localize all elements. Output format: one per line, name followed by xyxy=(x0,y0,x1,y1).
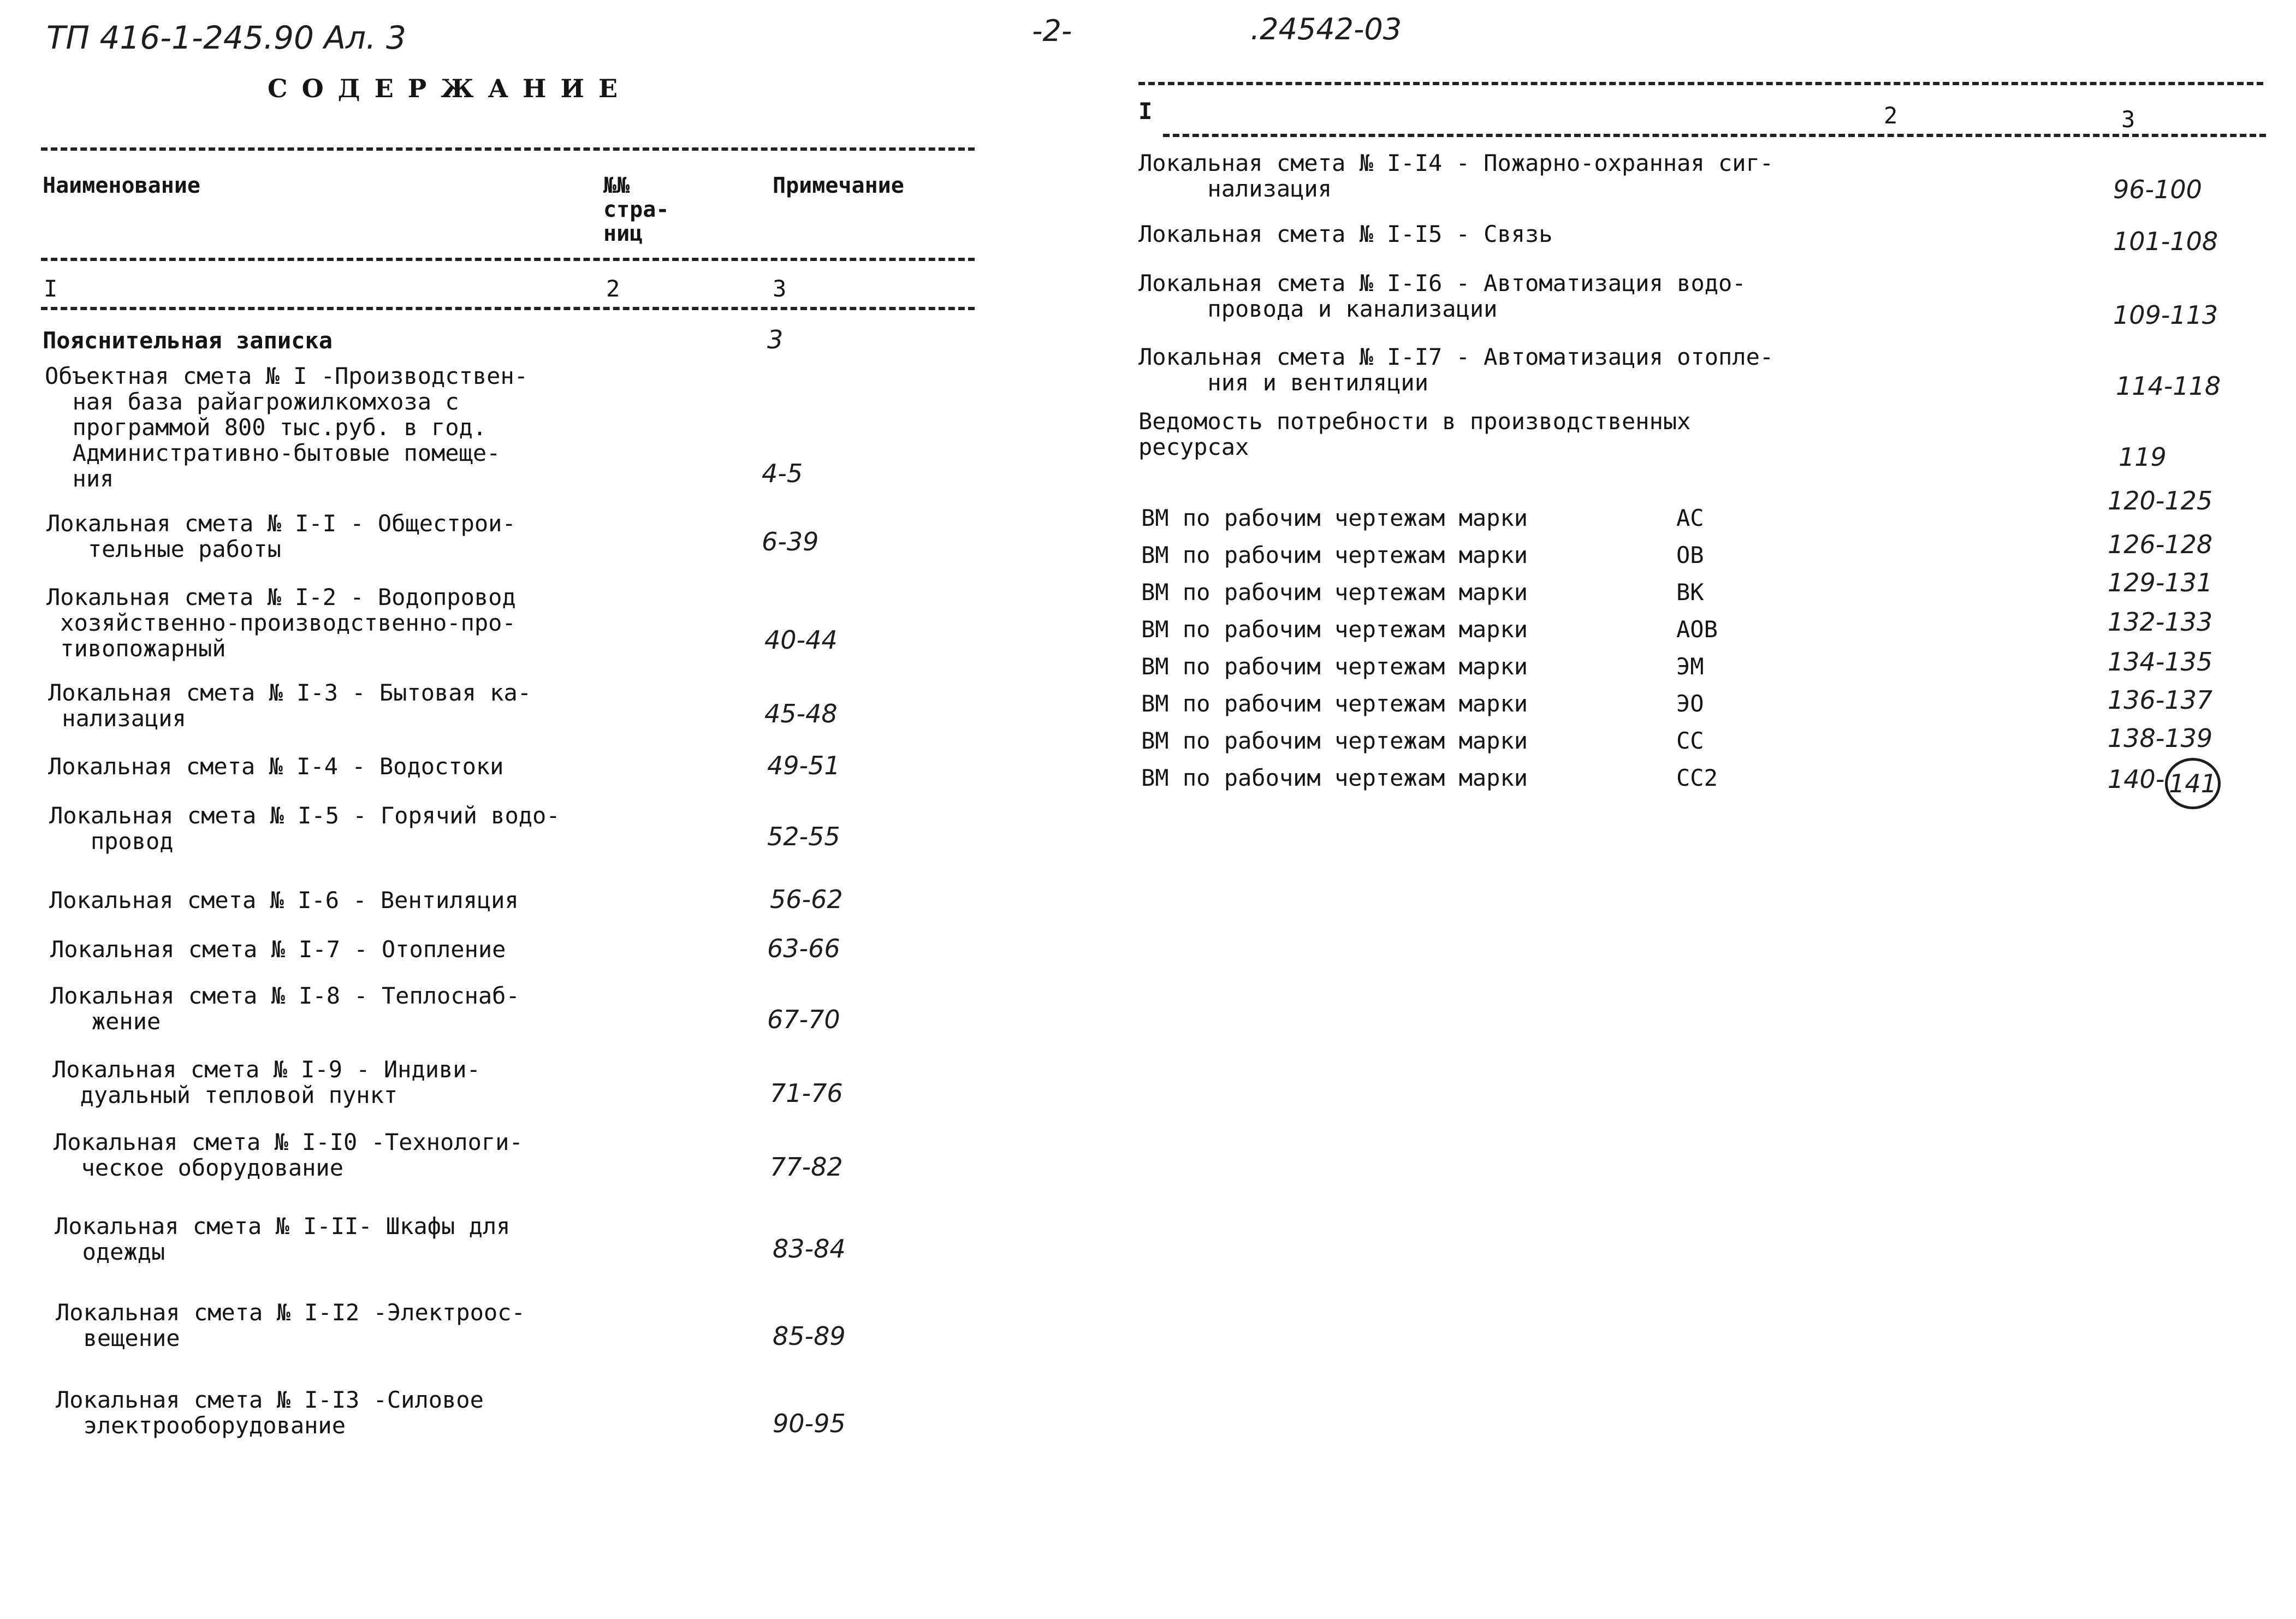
toc-entry-text: Локальная смета № I-2 - Водопровод хозяйственно-производственно-про- тивопожарный xyxy=(46,584,516,662)
toc-entry-pages: 101-108 xyxy=(2113,227,2218,256)
toc-entry-pages: 6-39 xyxy=(762,527,819,556)
vm-row-mark: ЭО xyxy=(1676,690,1704,717)
toc-entry-pages: 114-118 xyxy=(2116,371,2221,401)
toc-entry-pages: 71-76 xyxy=(770,1078,843,1108)
column-number-2: 2 xyxy=(1884,102,1898,129)
toc-entry-text: Локальная смета № I-9 - Индиви- дуальный тепловой пункт xyxy=(52,1056,480,1109)
toc-entry-text: Локальная смета № I-7 - Отопление xyxy=(50,936,506,963)
toc-entry-pages: 77-82 xyxy=(770,1152,843,1182)
page-title: СОДЕРЖАНИЕ xyxy=(268,74,632,103)
stamp-left: ТП 416-1-245.90 Ал. 3 xyxy=(46,19,406,56)
toc-entry-pages: 83-84 xyxy=(773,1234,846,1264)
column-number-1: I xyxy=(44,275,58,302)
vm-row-mark: АС xyxy=(1676,505,1704,531)
toc-entry-pages: 90-95 xyxy=(773,1409,846,1438)
divider xyxy=(1138,82,2263,85)
vm-row-mark: ЭМ xyxy=(1676,653,1704,680)
vm-row-text: ВМ по рабочим чертежам марки xyxy=(1141,542,1528,568)
toc-entry-pages: 119 xyxy=(2119,442,2167,472)
toc-entry-pages: 49-51 xyxy=(767,751,840,780)
column-number-3: 3 xyxy=(2121,106,2135,133)
vm-row-pages: 129-131 xyxy=(2108,568,2213,597)
toc-entry-text: Локальная смета № I-6 - Вентиляция xyxy=(49,887,519,914)
vm-row-pages: 134-135 xyxy=(2108,647,2213,677)
toc-entry-text: Локальная смета № I-I4 - Пожарно-охранная сиг- нализация xyxy=(1138,150,1774,203)
toc-entry-text: Локальная смета № I-I7 - Автоматизация отопле- ния и вентиляции xyxy=(1138,343,1774,396)
vm-row-pages: 120-125 xyxy=(2108,486,2213,515)
toc-entry-text: Пояснительная записка xyxy=(43,327,333,354)
column-number-3: 3 xyxy=(773,275,787,302)
toc-entry-text: Локальная смета № I-I2 -Электроос- вещение xyxy=(56,1299,525,1352)
toc-entry-text: Локальная смета № I-I5 - Связь xyxy=(1138,221,1553,247)
toc-entry-text: Локальная смета № I-II- Шкафы для одежды xyxy=(55,1213,511,1266)
toc-entry-pages: 56-62 xyxy=(770,885,843,914)
column-header-name: Наименование xyxy=(43,173,200,198)
vm-row-pages: 136-137 xyxy=(2108,685,2213,715)
vm-row-text: ВМ по рабочим чертежам марки xyxy=(1141,616,1528,643)
vm-row-text: ВМ по рабочим чертежам марки xyxy=(1141,579,1528,606)
toc-entry-pages: 52-55 xyxy=(767,822,840,851)
toc-entry-pages: 63-66 xyxy=(767,934,840,963)
toc-entry-text: Локальная смета № I-I0 -Технологи- ческое оборудование xyxy=(54,1129,523,1182)
stamp-center: -2- xyxy=(1032,14,1072,48)
column-header-pages: №№ стра- ниц xyxy=(603,173,669,246)
vm-row-text: ВМ по рабочим чертежам марки xyxy=(1141,505,1528,531)
vm-row-mark: АОВ xyxy=(1676,616,1718,643)
toc-entry-pages: 109-113 xyxy=(2113,300,2218,330)
toc-entry-pages: 3 xyxy=(767,325,784,354)
toc-entry-text: Объектная смета № I -Производствен- ная база райагрожилкомхоза с программой 800 тыс.руб. в год. Административно-бытовые помеще- ния xyxy=(45,363,529,493)
stamp-right: .24542-03 xyxy=(1250,12,1402,46)
column-header-note: Примечание xyxy=(773,173,904,198)
toc-entry-text: Локальная смета № I-5 - Горячий водо- провод xyxy=(49,802,560,855)
vm-row-mark: СС xyxy=(1676,727,1704,754)
vm-row-pages: 126-128 xyxy=(2108,530,2213,559)
divider xyxy=(1163,134,2266,137)
divider xyxy=(41,147,975,151)
toc-entry-text: Локальная смета № I-3 - Бытовая ка- нализация xyxy=(48,679,532,732)
toc-entry-pages: 96-100 xyxy=(2113,175,2202,204)
divider xyxy=(41,258,975,261)
vm-row-text: ВМ по рабочим чертежам марки xyxy=(1141,764,1528,791)
toc-entry-text: Ведомость потребности в производственных ресурсах xyxy=(1138,408,1691,461)
toc-entry-pages: 4-5 xyxy=(762,459,803,488)
toc-entry-pages: 45-48 xyxy=(764,699,838,728)
toc-entry-text: Локальная смета № I-4 - Водостоки xyxy=(48,753,504,780)
vm-row-pages: 132-133 xyxy=(2108,607,2213,637)
toc-entry-text: Локальная смета № I-8 - Теплоснаб- жение xyxy=(50,982,520,1035)
vm-row-pages: 138-139 xyxy=(2108,723,2213,753)
vm-row-mark: СС2 xyxy=(1676,764,1718,791)
toc-entry-text: Локальная смета № I-I - Общестрои- тельные работы xyxy=(46,510,516,563)
toc-entry-pages: 67-70 xyxy=(767,1005,840,1034)
toc-entry-pages: 85-89 xyxy=(773,1321,846,1351)
vm-row-pages: 140- xyxy=(2108,764,2165,794)
divider xyxy=(41,307,975,310)
vm-row-text: ВМ по рабочим чертежам марки xyxy=(1141,653,1528,680)
column-number-1: I xyxy=(1138,98,1153,124)
vm-row-text: ВМ по рабочим чертежам марки xyxy=(1141,690,1528,717)
toc-entry-text: Локальная смета № I-I6 - Автоматизация водо- провода и канализации xyxy=(1138,270,1746,323)
circled-page-number: 141 xyxy=(2165,758,2221,809)
vm-row-mark: ВК xyxy=(1676,579,1704,606)
column-number-2: 2 xyxy=(606,275,620,302)
toc-entry-text: Локальная смета № I-I3 -Силовое электрооборудование xyxy=(56,1386,484,1439)
toc-entry-pages: 40-44 xyxy=(764,625,838,655)
vm-row-text: ВМ по рабочим чертежам марки xyxy=(1141,727,1528,754)
vm-row-mark: ОВ xyxy=(1676,542,1704,568)
